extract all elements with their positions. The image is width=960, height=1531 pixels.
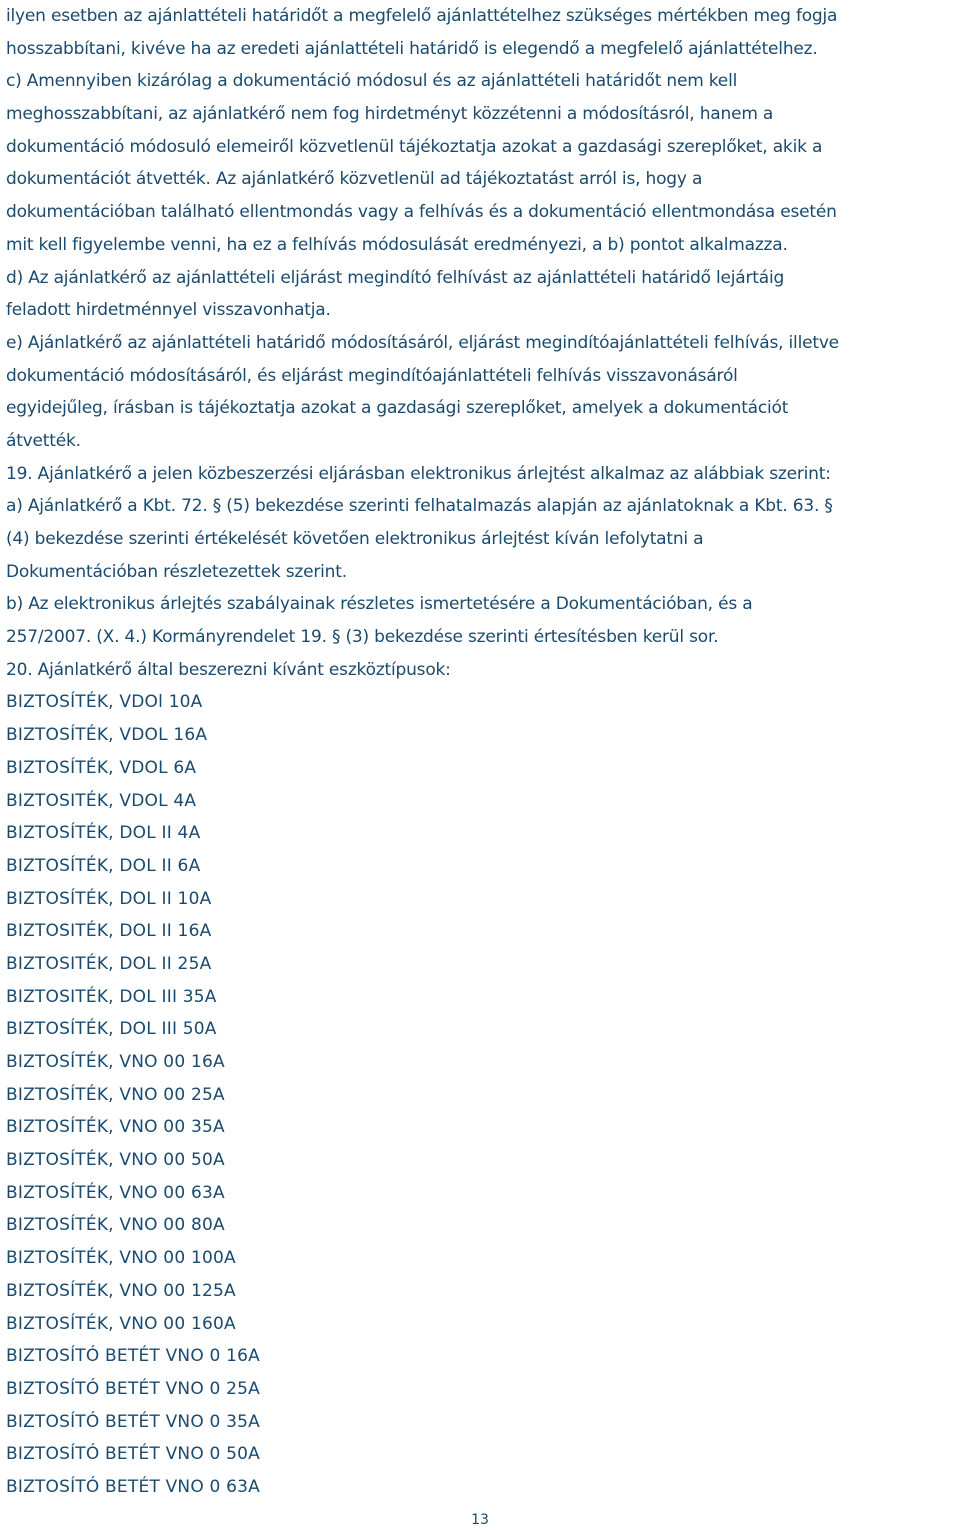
list-item: BIZTOSÍTÉK, VNO 00 35A (6, 1117, 225, 1138)
list-item: BIZTOSITÉK, DOL II 25A (6, 953, 212, 974)
list-item: BIZTOSÍTÉK, DOL II 4A (6, 823, 201, 844)
text-line: 257/2007. (X. 4.) Kormányrendelet 19. § (3) bekezdése szerinti értesítésben kerül sor. (6, 627, 719, 648)
text-line: dokumentációt átvették. Az ajánlatkérő közvetlenül ad tájékoztatást arról is, hogy a (6, 169, 703, 190)
list-item: BIZTOSÍTÉK, VDOl 10A (6, 692, 203, 713)
text-line: hosszabbítani, kivéve ha az eredeti ajánlattételi határidő is elegendő a megfelelő ajánlattételhez. (6, 38, 818, 59)
text-line: dokumentáció módosításáról, és eljárást megindítóajánlattételi felhívás visszavonásáról (6, 365, 738, 386)
list-item: BIZTOSITÉK, VDOL 4A (6, 790, 197, 811)
text-line: egyidejűleg, írásban is tájékoztatja azokat a gazdasági szereplőket, amelyek a dokumentációt (6, 398, 789, 419)
list-item: BIZTOSÍTÉK, DOL II 6A (6, 855, 201, 876)
list-item: BIZTOSÍTÉK, DOL II 10A (6, 888, 212, 909)
text-line: Dokumentációban részletezettek szerint. (6, 561, 347, 582)
list-item: BIZTOSITÉK, DOL III 35A (6, 986, 217, 1007)
text-line: 19. Ajánlatkérő a jelen közbeszerzési eljárásban elektronikus árlejtést alkalmaz az alábbiak szerint: (6, 463, 831, 484)
text-line: feladott hirdetménnyel visszavonhatja. (6, 300, 331, 321)
list-item: BIZTOSÍTÉK, VNO 00 16A (6, 1052, 225, 1072)
list-item: BIZTOSÍTÉK, VNO 00 25A (6, 1084, 225, 1105)
page-number: 13 (471, 1512, 489, 1528)
text-line: dokumentáció módosuló elemeiről közvetlenül tájékoztatja azokat a gazdasági szereplőket, akik a (6, 136, 823, 157)
text-line: mit kell figyelembe venni, ha ez a felhívás módosulását eredményezi, a b) pontot alkalmazza. (6, 234, 788, 255)
list-item: BIZTOSÍTÉK, VNO 00 50A (6, 1150, 225, 1171)
list-item: BIZTOSÍTÉK, VDOL 6A (6, 757, 197, 778)
body-text (6, 0, 956, 686)
text-line: meghosszabbítani, az ajánlatkérő nem fog hirdetményt közzétenni a módosításról, hanem a (6, 104, 774, 125)
text-line: (4) bekezdése szerinti értékelését követően elektronikus árlejtést kíván lefolytatni a (6, 529, 704, 549)
text-line: átvették. (6, 430, 81, 451)
text-line: ilyen esetben az ajánlattételi határidőt a megfelelő ajánlattételhez szükséges mértékben meg fogja (6, 6, 838, 26)
list-item: BIZTOSÍTÉK, VDOL 16A (6, 725, 208, 746)
list-item: BIZTOSÍTÓ BETÉT VNO 0 63A (6, 1476, 260, 1497)
list-item: BIZTOSÍTÉK, VNO 00 63A (6, 1182, 225, 1203)
list-item: BIZTOSÍTÉK, VNO 00 160A (6, 1313, 236, 1334)
text-line: 20. Ajánlatkérő által beszerezni kívánt eszköztípusok: (6, 659, 451, 680)
list-item: BIZTOSITÉK, DOL II 16A (6, 921, 212, 942)
list-item: BIZTOSÍTÓ BETÉT VNO 0 35A (6, 1411, 260, 1432)
list-item: BIZTOSÍTÉK, DOL III 50A (6, 1019, 217, 1040)
list-item: BIZTOSÍTÉK, VNO 00 80A (6, 1215, 225, 1236)
list-item: BIZTOSÍTÉK, VNO 00 100A (6, 1248, 236, 1269)
text-line: e) Ajánlatkérő az ajánlattételi határidő módosításáról, eljárást megindítóajánlattételi felhívás, illetve (6, 332, 839, 353)
document-page (6, 0, 956, 1504)
text-line: b) Az elektronikus árlejtés szabályainak részletes ismertetésére a Dokumentációban, és a (6, 594, 753, 615)
text-line: dokumentációban található ellentmondás vagy a felhívás és a dokumentáció ellentmondása esetén (6, 202, 837, 223)
text-line: c) Amennyiben kizárólag a dokumentáció módosul és az ajánlattételi határidőt nem kell (6, 71, 738, 92)
list-item: BIZTOSÍTÓ BETÉT VNO 0 16A (6, 1346, 260, 1367)
text-line: d) Az ajánlatkérő az ajánlattételi eljárást megindító felhívást az ajánlattételi határidő lejártáig (6, 267, 785, 288)
text-line: a) Ajánlatkérő a Kbt. 72. § (5) bekezdése szerinti felhatalmazás alapján az ajánlatoknak a Kbt. 63. § (6, 496, 833, 517)
item-list (6, 686, 956, 1503)
list-item: BIZTOSÍTÉK, VNO 00 125A (6, 1280, 236, 1301)
list-item: BIZTOSÍTÓ BETÉT VNO 0 50A (6, 1444, 260, 1465)
list-item: BIZTOSÍTÓ BETÉT VNO 0 25A (6, 1378, 260, 1399)
